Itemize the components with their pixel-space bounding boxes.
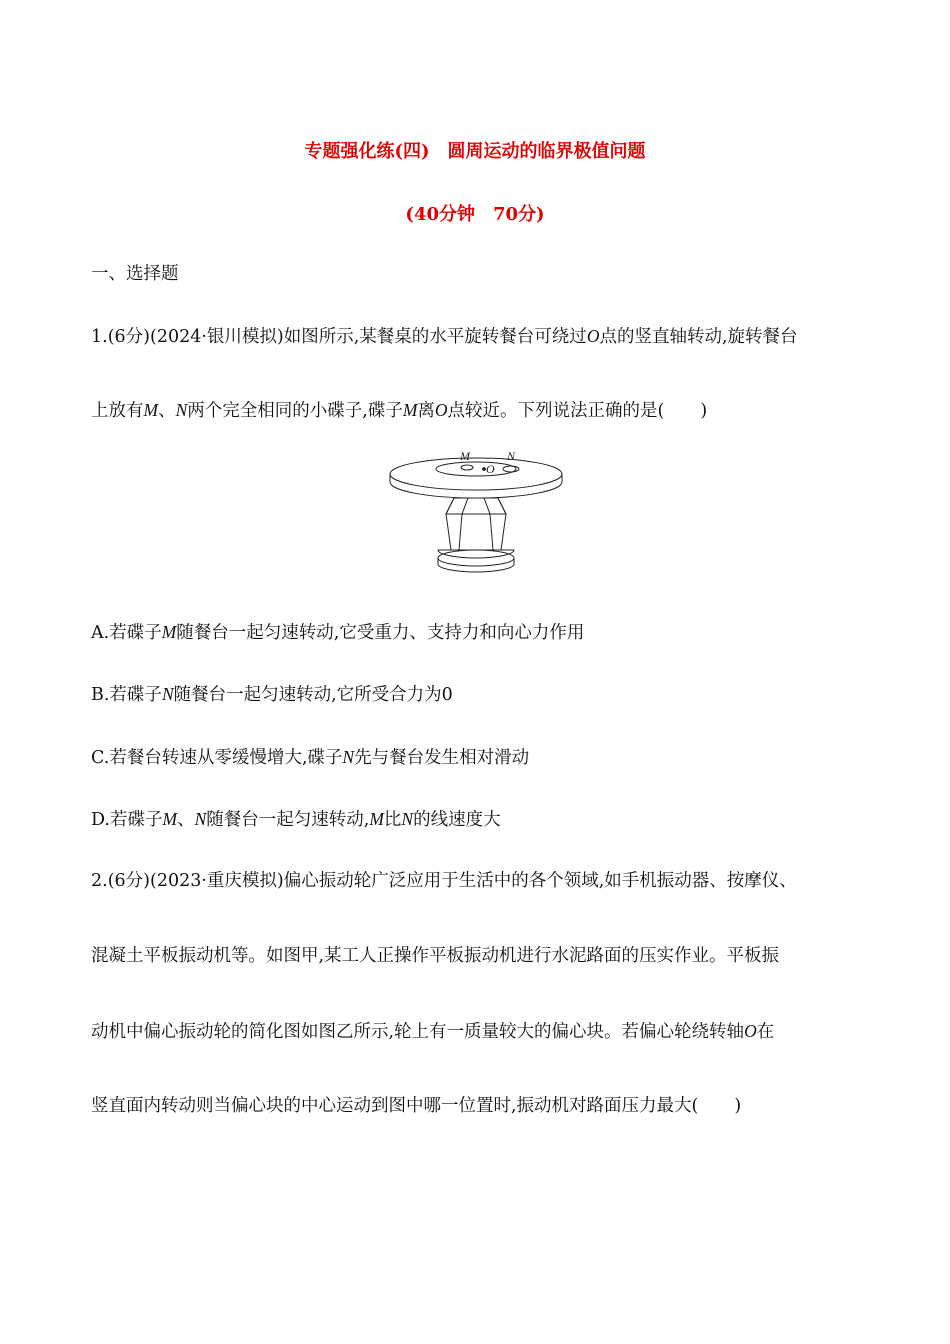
rotating-table-figure — [388, 448, 564, 576]
symbol-m: M — [143, 400, 159, 420]
q2-stem-text: ) — [734, 1096, 742, 1116]
symbol-o: O — [744, 1021, 757, 1041]
q1-option-d — [91, 807, 501, 832]
q2-stem-line-3 — [91, 1019, 774, 1044]
option-text: 随餐台一起匀速转动,它所受合力为0 — [173, 685, 453, 705]
symbol-o: O — [434, 400, 448, 420]
symbol-m: M — [161, 622, 177, 642]
page-subtitle: (40分钟 70分) — [405, 204, 545, 225]
q1-option-b — [91, 682, 453, 707]
base-rim — [438, 558, 514, 572]
q2-stem-line-4 — [91, 1094, 741, 1118]
option-text: D.若碟子 — [91, 810, 163, 830]
separator: 、 — [158, 401, 176, 421]
option-text: 随餐台一起匀速转动, — [206, 810, 370, 830]
q1-option-c — [91, 745, 529, 770]
q1-stem-text: 1.(6分)(2024·银川模拟)如图所示,某餐桌的水平旋转餐台可绕过 — [91, 327, 587, 347]
base-top — [438, 550, 514, 558]
symbol-m: M — [402, 400, 418, 420]
pedestal-column — [446, 498, 506, 550]
dish-m — [461, 465, 473, 470]
symbol-n: N — [194, 809, 207, 829]
pedestal-facets — [446, 498, 506, 550]
option-text: 先与餐台发生相对滑动 — [354, 748, 530, 768]
option-text: 的线速度大 — [413, 810, 501, 830]
q1-stem-text: ) — [700, 401, 708, 421]
q1-stem-text: 两个完全相同的小碟子,碟子 — [187, 401, 403, 421]
symbol-n: N — [161, 684, 174, 704]
symbol-n: N — [175, 400, 188, 420]
label-o: O — [486, 462, 495, 476]
option-text: B.若碟子 — [91, 685, 162, 705]
section-heading: 一、选择题 — [91, 264, 179, 284]
symbol-o: O — [586, 326, 600, 346]
q1-stem-text: 上放有 — [91, 401, 144, 421]
q2-stem-text: 竖直面内转动则当偏心块的中心运动到图中哪一位置时,振动机对路面压力最大( — [91, 1096, 699, 1116]
label-n: N — [507, 449, 516, 463]
symbol-n: N — [401, 809, 414, 829]
q1-stem-text: 离 — [417, 401, 435, 421]
option-text: A.若碟子 — [91, 623, 162, 643]
table-top-edge — [390, 474, 562, 482]
label-m: M — [460, 449, 470, 463]
q2-stem-text: 在 — [756, 1022, 775, 1042]
q2-stem-text: 动机中偏心振动轮的简化图如图乙所示,轮上有一质量较大的偏心块。若偏心轮绕转轴 — [91, 1022, 745, 1042]
q1-stem-text: 点较近。下列说法正确的是( — [447, 401, 665, 421]
q2-stem-line-1: 2.(6分)(2023·重庆模拟)偏心振动轮广泛应用于生活中的各个领域,如手机振动器、按摩仪、 — [91, 871, 797, 891]
option-text: 随餐台一起匀速转动,它受重力、支持力和向心力作用 — [176, 623, 585, 643]
dish-n — [503, 466, 519, 472]
symbol-m: M — [162, 809, 178, 829]
q1-stem-line-1 — [91, 324, 798, 349]
q1-option-a — [91, 620, 584, 645]
option-text: 比 — [383, 810, 402, 830]
turntable-ellipse — [436, 462, 516, 476]
q1-stem-line-2 — [91, 398, 707, 423]
option-text: C.若餐台转速从零缓慢增大,碟子 — [91, 748, 343, 768]
q2-stem-line-2: 混凝土平板振动机等。如图甲,某工人正操作平板振动机进行水泥路面的压实作业。平板振 — [91, 946, 780, 966]
axis-point-o — [483, 468, 486, 471]
separator: 、 — [177, 810, 195, 830]
page-title: 专题强化练(四) 圆周运动的临界极值问题 — [304, 141, 646, 162]
table-top-ellipse — [390, 458, 562, 490]
symbol-n: N — [342, 747, 355, 767]
symbol-m: M — [369, 809, 384, 829]
q1-stem-text: 点的竖直轴转动,旋转餐台 — [599, 327, 798, 347]
